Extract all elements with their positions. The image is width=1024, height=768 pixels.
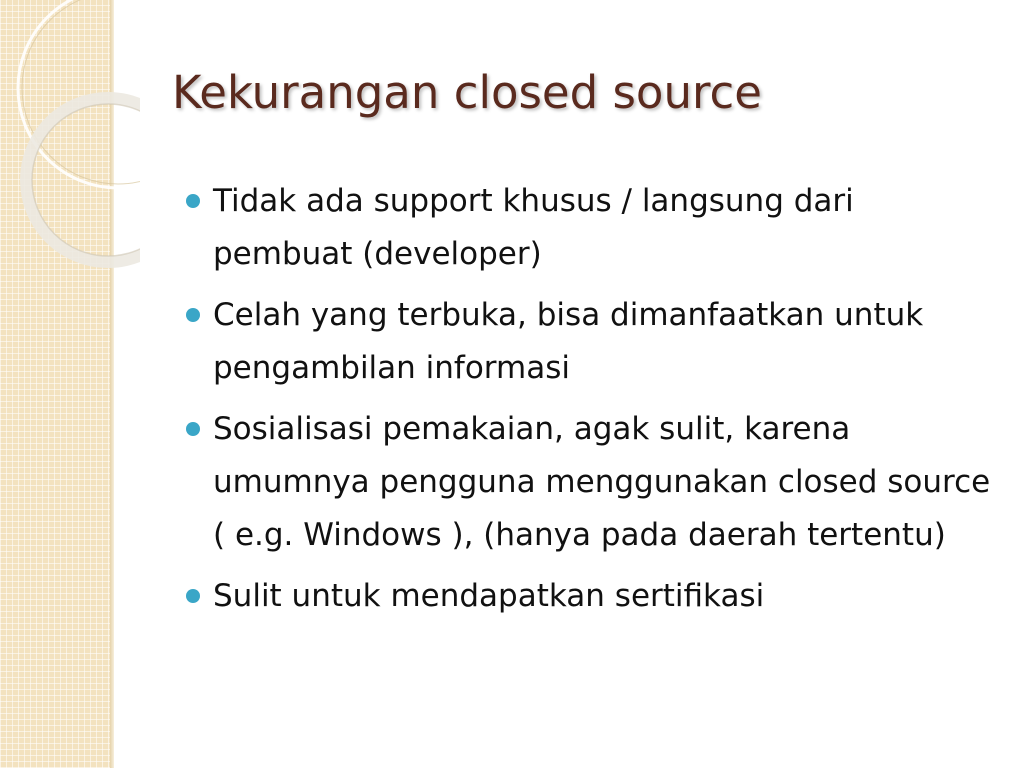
bullet-dot-icon bbox=[186, 589, 200, 603]
medium-ring bbox=[26, 98, 140, 262]
slide-title: Kekurangan closed source bbox=[172, 66, 762, 119]
bullet-item bbox=[186, 570, 996, 623]
bullet-text: Sulit untuk mendapatkan sertifikasi bbox=[213, 578, 765, 614]
bullet-item bbox=[186, 175, 996, 281]
bullet-dot-icon bbox=[186, 194, 200, 208]
bullet-list bbox=[186, 175, 996, 631]
decorative-rings-icon bbox=[0, 0, 140, 300]
bullet-text: Sosialisasi pemakaian, agak sulit, karena umumnya pengguna menggunakan closed source ( e.g. Windows ), (hanya pada daerah tertentu) bbox=[213, 411, 991, 553]
bullet-dot-icon bbox=[186, 422, 200, 436]
bullet-item bbox=[186, 289, 996, 395]
bullet-item bbox=[186, 403, 996, 562]
bullet-text: Celah yang terbuka, bisa dimanfaatkan untuk pengambilan informasi bbox=[213, 297, 924, 386]
bullet-dot-icon bbox=[186, 308, 200, 322]
bullet-text: Tidak ada support khusus / langsung dari pembuat (developer) bbox=[213, 183, 854, 272]
